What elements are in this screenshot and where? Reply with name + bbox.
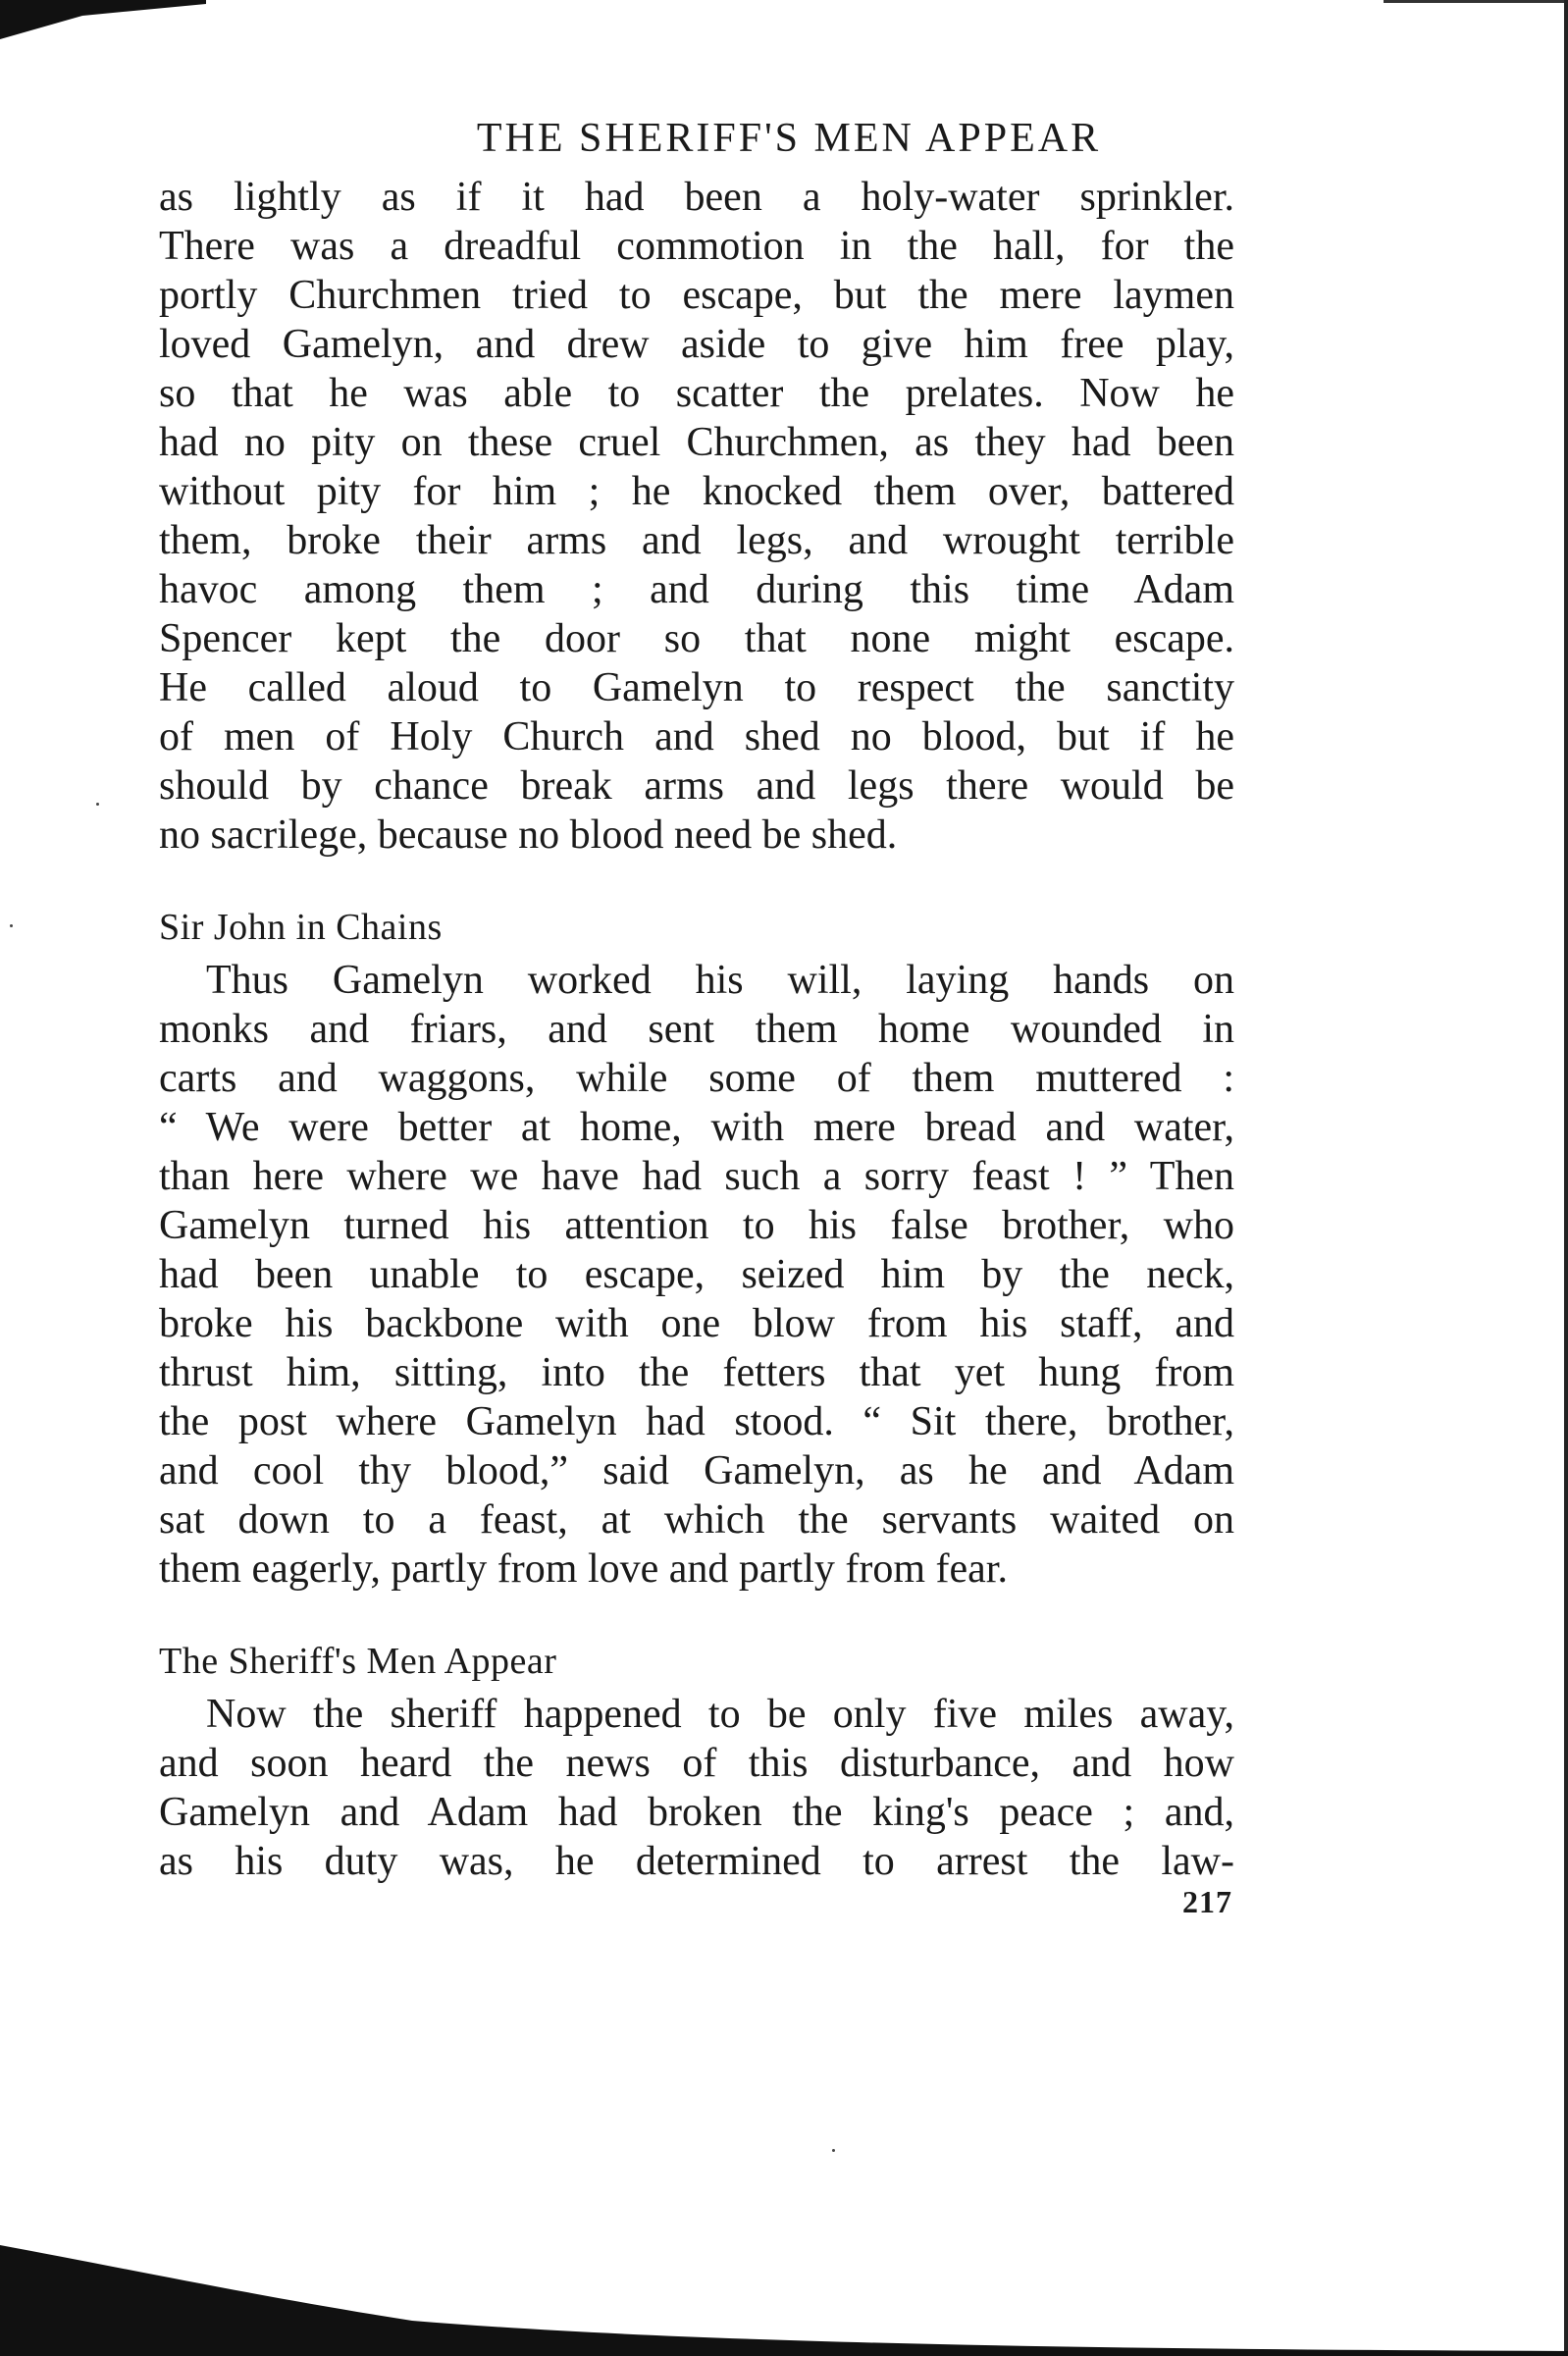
text-line: than here where we have had such a sorry feast ! ” Then [159,1154,1234,1199]
text-line: Gamelyn turned his attention to his false brother, who [159,1203,1234,1248]
text-line: sat down to a feast, at which the servants waited on [159,1497,1234,1543]
text-line: as lightly as if it had been a holy-water sprinkler. [159,175,1234,220]
running-head: THE SHERIFF'S MEN APPEAR [476,116,1102,161]
scan-speck [96,803,99,806]
text-line: had no pity on these cruel Churchmen, as they had been [159,420,1234,465]
scan-edge-shadow-bottom [0,2227,1568,2356]
text-line: Thus Gamelyn worked his will, laying hands on [206,958,1234,1003]
page-number: 217 [1182,1884,1232,1919]
paragraph-sir-john-in-chains [159,956,1234,1594]
text-line: the post where Gamelyn had stood. “ Sit there, brother, [159,1399,1234,1444]
text-line: portly Churchmen tried to escape, but the mere laymen [159,273,1234,318]
text-line: them, broke their arms and legs, and wrought terrible [159,518,1234,563]
section-heading-sir-john-in-chains: Sir John in Chains [159,907,443,948]
text-line: havoc among them ; and during this time Adam [159,567,1234,612]
text-line: and cool thy blood,” said Gamelyn, as he and Adam [159,1448,1234,1493]
text-line: Gamelyn and Adam had broken the king's peace ; and, [159,1790,1234,1835]
text-line: and soon heard the news of this disturbance, and how [159,1741,1234,1786]
text-line: should by chance break arms and legs there would be [159,763,1234,809]
text-line: without pity for him ; he knocked them over, battered [159,469,1234,514]
text-line: monks and friars, and sent them home wounded in [159,1007,1234,1052]
scan-edge-right [1564,0,1568,2356]
text-line: had been unable to escape, seized him by the neck, [159,1252,1234,1297]
text-line: of men of Holy Church and shed no blood, but if he [159,714,1234,759]
text-line: so that he was able to scatter the prelates. Now he [159,371,1234,416]
text-line: as his duty was, he determined to arrest the law- [159,1839,1234,1884]
text-line: loved Gamelyn, and drew aside to give him free play, [159,322,1234,367]
text-line: carts and waggons, while some of them muttered : [159,1056,1234,1101]
scan-speck [832,2149,835,2152]
text-line: them eagerly, partly from love and partly from fear. [159,1546,1008,1592]
paragraph-sheriffs-men-appear [159,1690,1234,1886]
section-heading-sheriffs-men-appear: The Sheriff's Men Appear [159,1641,557,1682]
text-line: thrust him, sitting, into the fetters that yet hung from [159,1350,1234,1395]
text-line: He called aloud to Gamelyn to respect the sanctity [159,665,1234,710]
scan-edge-line-top-right [1384,0,1568,3]
scan-edge-shadow-top-left [0,0,206,39]
text-line: broke his backbone with one blow from his staff, and [159,1301,1234,1346]
text-line: no sacrilege, because no blood need be shed. [159,812,898,858]
text-line: “ We were better at home, with mere bread and water, [159,1105,1234,1150]
text-line: Now the sheriff happened to be only five miles away, [206,1692,1234,1737]
text-line: Spencer kept the door so that none might escape. [159,616,1234,661]
paragraph-continued [159,173,1234,860]
scan-speck [10,924,13,927]
text-line: There was a dreadful commotion in the hall, for the [159,224,1234,269]
